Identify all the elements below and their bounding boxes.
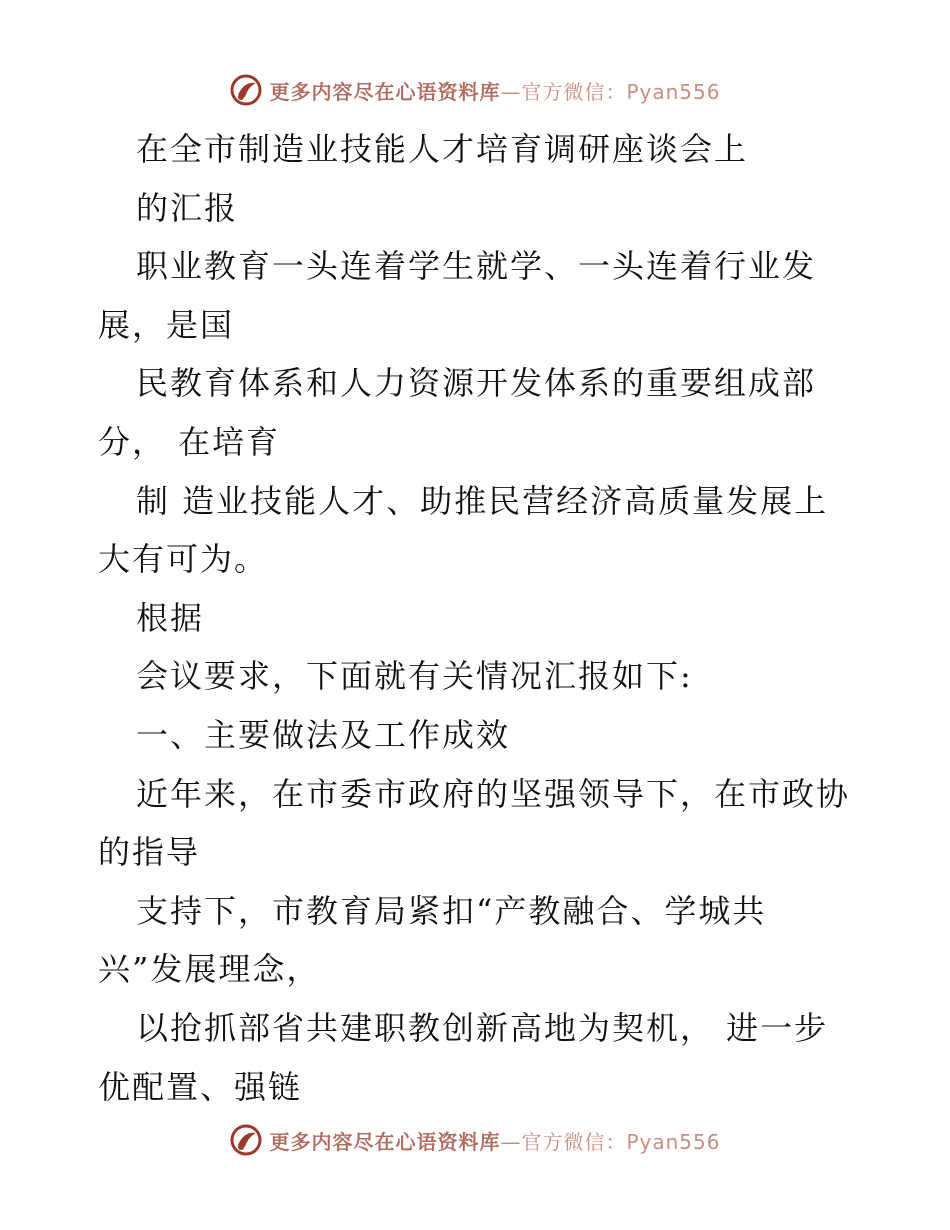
text-line: 民教育体系和人力资源开发体系的重要组成部 xyxy=(136,364,817,403)
text-line: 的指导 xyxy=(98,833,201,872)
text-line: 兴”发展理念， xyxy=(98,950,321,989)
header-watermark-banner xyxy=(0,70,950,110)
text-line: 一、主要做法及工作成效 xyxy=(136,715,511,754)
text-line: 根据 xyxy=(136,598,205,637)
banner-text xyxy=(269,1126,720,1155)
text-line: 在全市制造业技能人才培育调研座谈会上 xyxy=(136,130,749,168)
banner-main-text: 更多内容尽在心语资料库 xyxy=(269,1129,501,1154)
text-line: 优配置、强链 xyxy=(98,1067,303,1106)
banner-main-text: 更多内容尽在心语资料库 xyxy=(269,79,501,104)
banner-dash: — xyxy=(500,1129,522,1154)
brand-logo-icon xyxy=(229,73,263,107)
text-line: 近年来，在市委市政府的坚强领导下，在市政协 xyxy=(136,774,851,813)
banner-text xyxy=(269,76,720,105)
text-line: 制 造业技能人才、助推民营经济高质量发展上 xyxy=(136,481,829,520)
text-line: 职业教育一头连着学生就学、一头连着行业发 xyxy=(136,247,817,286)
text-line: 大有可为。 xyxy=(98,540,269,579)
footer-watermark-banner xyxy=(0,1120,950,1160)
text-line: 会议要求，下面就有关情况汇报如下: xyxy=(136,657,693,696)
banner-contact-text: 官方微信：Pyan556 xyxy=(521,79,721,104)
brand-logo-icon xyxy=(229,1123,263,1157)
document-body xyxy=(98,120,858,1116)
text-line: 的汇报 xyxy=(136,188,239,227)
text-line: 支持下，市教育局紧扣“产教融合、学城共 xyxy=(136,891,767,930)
banner-dash: — xyxy=(500,79,522,104)
text-line: 展，是国 xyxy=(98,305,235,344)
text-line: 分， 在培育 xyxy=(98,422,281,461)
banner-contact-text: 官方微信：Pyan556 xyxy=(521,1129,721,1154)
text-line: 以抢抓部省共建职教创新高地为契机， 进一步 xyxy=(136,1008,829,1047)
